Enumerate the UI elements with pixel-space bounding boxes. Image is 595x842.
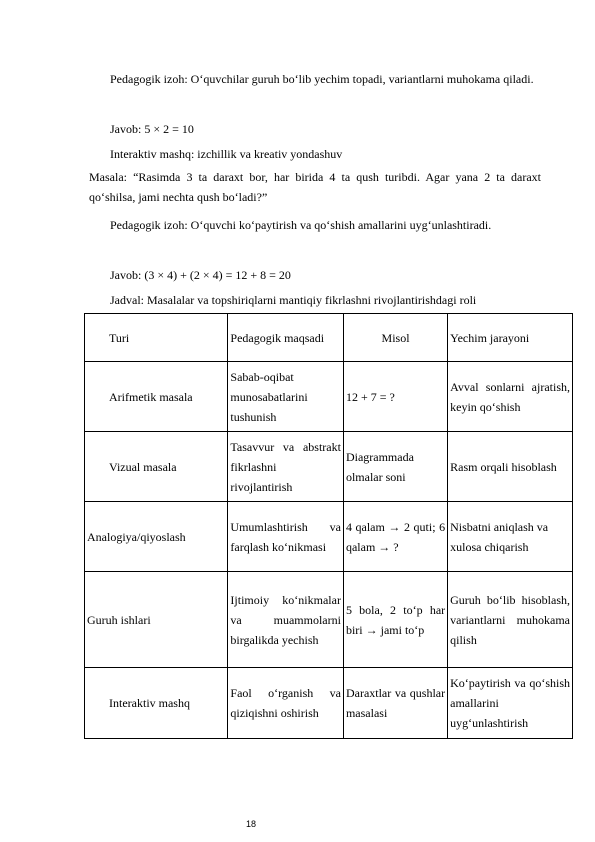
- header-cell-goal: Pedagogik maqsadi: [228, 314, 344, 362]
- interactive-exercise-heading: Interaktiv mashq: izchillik va kreativ yondashuv: [110, 147, 343, 161]
- cell-process: Ko‘paytirish va qo‘shish amallarini uyg‘unlashtirish: [448, 668, 573, 739]
- cell-type: Interaktiv mashq: [85, 668, 228, 739]
- cell-example: 12 + 7 = ?: [343, 362, 447, 432]
- cell-example: Diagrammada olmalar soni: [343, 432, 447, 502]
- tasks-table: [84, 313, 573, 739]
- table-caption: Jadval: Masalalar va topshiriqlarni mantiqiy fikrlashni rivojlantirishdagi roli: [110, 293, 477, 307]
- table-row: [85, 362, 573, 432]
- cell-process: Rasm orqali hisoblash: [448, 432, 573, 502]
- table-row: [85, 502, 573, 572]
- cell-type: Guruh ishlari: [85, 572, 228, 668]
- cell-type: Analogiya/qiyoslash: [85, 502, 228, 572]
- table-header-row: [85, 314, 573, 362]
- cell-goal: Faol o‘rganish va qiziqishni oshirish: [228, 668, 344, 739]
- cell-example: 5 bola, 2 to‘p har biri → jami to‘p: [343, 572, 447, 668]
- cell-process: Guruh bo‘lib hisoblash, variantlarni muhokama qilish: [448, 572, 573, 668]
- answer-2: Javob: (3 × 4) + (2 × 4) = 12 + 8 = 20: [110, 268, 291, 282]
- page-number: 18: [246, 819, 257, 829]
- table-row: [85, 572, 573, 668]
- cell-type: Arifmetik masala: [85, 362, 228, 432]
- cell-goal: Ijtimoiy ko‘nikmalar va muammolarni birgalikda yechish: [228, 572, 344, 668]
- header-cell-example: Misol: [343, 314, 447, 362]
- cell-process: Avval sonlarni ajratish, keyin qo‘shish: [448, 362, 573, 432]
- cell-goal: Tasavvur va abstrakt fikrlashni rivojlantirish: [228, 432, 344, 502]
- cell-example: 4 qalam → 2 quti; 6 qalam → ?: [343, 502, 447, 572]
- answer-1: Javob: 5 × 2 = 10: [110, 122, 194, 136]
- cell-goal: Sabab-oqibat munosabatlarini tushunish: [228, 362, 344, 432]
- cell-type: Vizual masala: [85, 432, 228, 502]
- cell-example: Daraxtlar va qushlar masalasi: [343, 668, 447, 739]
- header-cell-type: Turi: [85, 314, 228, 362]
- header-cell-process: Yechim jarayoni: [448, 314, 573, 362]
- problem-statement: Masala: “Rasimda 3 ta daraxt bor, har birida 4 ta qush turibdi. Agar yana 2 ta daraxt qo‘shilsa, jami nechta qush bo‘ladi?”: [89, 170, 541, 204]
- cell-process: Nisbatni aniqlash va xulosa chiqarish: [448, 502, 573, 572]
- table-row: [85, 432, 573, 502]
- table-row: [85, 668, 573, 739]
- pedagogical-note-1: Pedagogik izoh: O‘quvchilar guruh bo‘lib yechim topadi, variantlarni muhokama qiladi.: [110, 72, 534, 86]
- cell-goal: Umumlashtirish va farqlash ko‘nikmasi: [228, 502, 344, 572]
- pedagogical-note-2: Pedagogik izoh: O‘quvchi ko‘paytirish va qo‘shish amallarini uyg‘unlashtiradi.: [110, 218, 492, 232]
